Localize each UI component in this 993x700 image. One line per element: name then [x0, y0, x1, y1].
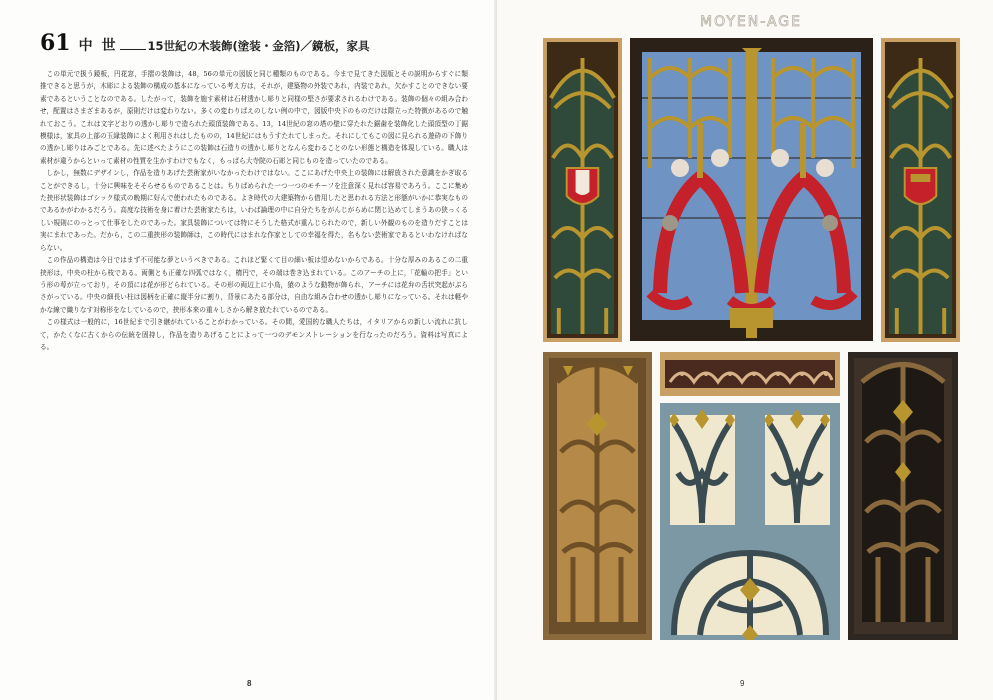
section-era: 中 世	[78, 38, 118, 54]
bottom-right-panel-icon	[848, 352, 958, 640]
paragraph: この作品の構造は今日ではまず不可能な夢というべきである。これほど緊くて目の細い板は望めないからである。十分な厚みのあるこの二重挟形は，中央の柱から枝である。両側とも正確な四弧ではなく，楕円で，その端は巻き込まれている。このアーチの上に，「花輪の把手」という形の萼が立っており，その頂には花が形どられている。その形の両辺上に小鳥，猿のような動物が飾られ，アーチには花弁の舌状突起がぶらさがっている。中央の細長い柱は図柄を正確に縦半分に割り，背景にあたる部分は，自由な組み合わせの透かし彫りになっている。それは軽やかな線で織りなす対称形をなしているので，挟形本来の重々しさから解き放たれているのである。	[40, 256, 468, 314]
page-number-left: 8	[247, 679, 252, 688]
title-dash	[120, 49, 146, 50]
paragraph: この様式は一般的に，16世紀まで引き継がれていることがわかっている。その間，愛国的な職人たちは，イタリアからの新しい流れに抗して，かたくなに古くからの伝統を固持し，作品を造りあげることによって一つのデモンストレーションを行なったのだろう。資料は写真による。	[40, 318, 468, 351]
bottom-left-panel-icon	[543, 352, 652, 640]
tall-panel-left-icon	[543, 38, 622, 342]
central-panel-icon	[630, 38, 873, 341]
body-text	[40, 68, 468, 353]
tall-panel-right-icon	[881, 38, 960, 342]
left-page	[0, 0, 496, 700]
paragraph: この単元で扱う鏡板，円花窓，手摺の装飾は，48，56の単元の図版と同じ種類のものである。今まで見てきた図版とその説明からすぐに類推できると思うが，木彫による装飾の構成の基本になっている考え方は，それが，建築物の外装であれ，内装であれ，欠かすことのできない要素であるということなのである。したがって，装飾を施す素材は石材透かし彫りと同様の堅さが要求されるわけである。装飾の個々の組み合わせ，配置はさまざまあるが，原則だけは変わりない。多くの変わりばえのしない例の中で，図版中央下のものだけは際立った特徴があるので触れておこう。これは文字どおりの透かし彫りで造られた頭頂装飾である。13，14世紀の窓の塔の壁に穿たれた鋸歯を装飾化した頭頂型の丁鋸模様は，家具の上部の玉縁装飾によく利用されはしたものの，14世紀にはもうすたれてしまった。それにしてもこの図に見られる遊砕の下飾りの透かし彫りはみごとである。先に述べたようにこの装飾は石造りの透かし彫りとなんら変わることのない形態と構造を体現している。職人は素材が違うからといって素材の性質を生かすわけでもなく，もっぱら大寺院の石彫と同じものを造っていたのである。	[40, 70, 468, 165]
cresting-frieze-icon	[660, 352, 840, 396]
section-number: 61	[40, 30, 71, 56]
paragraph: しかし，無数にデザインし，作品を造りあげた芸術家がいなかったわけではない。ここにあげた中央上の装飾には解放された意識をかぎ取ることができるし，十分に興味をそそらせるものであることは。ちりばめられた一つ一つのモチーフを注意深く見れば容易であろう。ここに集めた挟形状装飾はゴシック様式の晩期に好んで使われたものである。よき時代の大建築物から借用したと思われる方法と形態がいかに恭実なものであるかがわかるだろう。高度な技術を身に着けた芸術家たちは，いわば論理の中に自分たちをがんじがらめに閉じ込めてしまうあの狭っくるしい規則にのっとって仕事をしたのであった。家具装飾については特にそうした格式が重んじられたので，新しい外観のものを造りだすことは実にまれであった。だから，この二重挟形の装飾師は，この時代にはまれな作家としての幸福を得た，名もない芸術家であるといわなければならない。	[40, 169, 468, 252]
plate-title: MOYEN-AGE	[700, 14, 802, 30]
page-number-right: 9	[740, 679, 745, 688]
page-title	[40, 30, 370, 56]
section-subtitle: 15世紀の木装飾(塗装・金箔)／鏡板，家具	[147, 39, 370, 53]
bottom-center-panel-icon	[660, 403, 840, 640]
